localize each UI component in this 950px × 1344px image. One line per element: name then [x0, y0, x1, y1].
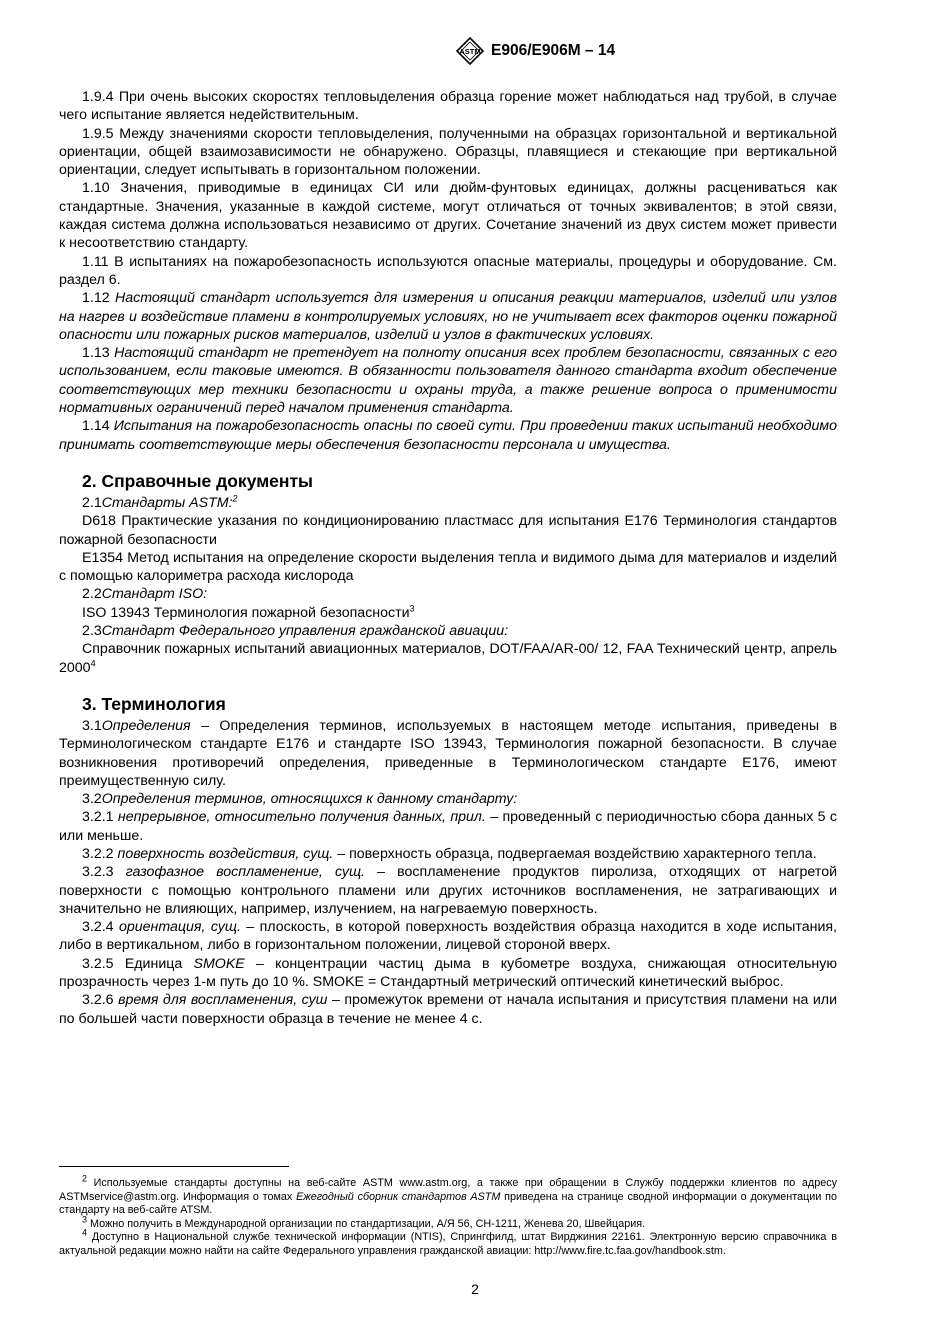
footnote-4: $^4$ Доступно в Национальной службе технической информации (NTIS), Спрингфилд, штат Вирджиния 22161. Электронную версию справочника в актуальной редакции можно найти на сайте Федерального управления гражданской авиации: http://www.fire.tc.faa.gov/handbook.stm. [59, 1227, 838, 1257]
clause-1-10: 1.10 Значения, приводимые в единицах СИ или дюйм-фунтовых единицах, должны расцениваться как стандартные. Значения, указанные в каждой системе, могут отличаться от точных эквивалентов; в этой связи, каждая система должна использоваться независимо от других. Сочетание значений из двух систем может привести к несоответствию стандарту. [59, 180, 837, 252]
document-body [59, 88, 837, 1028]
clause-3-2-6: 3.2.6 время для воспламенения, суш – промежуток времени от начала испытания и присутствия пламени на или по большей части поверхности образца в течение не менее 4 с. [59, 992, 838, 1027]
footnotes [59, 1173, 838, 1259]
document-id: E906/E906M – 14 [491, 42, 616, 59]
reference-faa-handbook: Справочник пожарных испытаний авиационных материалов, DOT/FAA/AR-00/ 12, FAA Технический центр, апрель 2000$^4$ [59, 641, 837, 676]
clause-1-12: 1.12 Настоящий стандарт используется для измерения и описания реакции материалов, изделий или узлов на нагрев и воздействие пламени в контролируемых условиях, но не учитывает всех факторов оценки пожарной опасности или пожарных рисков материалов, изделий и узлов в фактических условиях. [59, 290, 837, 343]
astm-logo-icon [455, 37, 485, 65]
clause-1-13: 1.13 Настоящий стандарт не претендует на полноту описания всех проблем безопасности, связанных с его использованием, если таковые имеются. В обязанности пользователя данного стандарта входит обеспечение соответствующих мер техники безопасности и охраны труда, а также решение вопроса о применимости нормативных ограничений перед началом применения стандарта. [59, 345, 837, 417]
clause-1-11: 1.11 В испытаниях на пожаробезопасность используются опасные материалы, процедуры и оборудование. См. раздел 6. [59, 253, 837, 288]
clause-3-2-3: 3.2.3 газофазное воспламенение, сущ. – воспламенение продуктов пиролиза, отходящих от нагретой поверхности с помощью контрольного пламени или других источников воспламенения, не затрагивающих и значительно не влияющих, например, излучением, на нагреваемую поверхность. [59, 864, 838, 917]
footnote-2: $^2$ Используемые стандарты доступны на веб-сайте ASTM www.astm.org, а также при обращении в Службу поддержки клиентов по адресу ASTMservice@astm.org. Информация о томах Ежегодный сборник стандартов ASTM приведена на странице сводной информации о документации по стандарту на веб-сайте ATSM. [59, 1173, 838, 1217]
reference-e1354: E1354 Метод испытания на определение скорости выделения тепла и видимого дыма для материалов и изделий с помощью калориметра расхода кислорода [59, 549, 837, 585]
page-number: 2 [471, 1281, 479, 1297]
footnote-separator [59, 1166, 289, 1167]
clause-3-2-4: 3.2.4 ориентация, сущ. – плоскость, в которой поверхность воздействия образца находится в ходе испытания, либо в вертикальном, либо в горизонтальном положении, лицевой стороной вверх. [59, 919, 837, 954]
clause-3-2: 3.2Определения терминов, относящихся к данному стандарту: [82, 791, 518, 808]
clause-1-9-4: 1.9.4 При очень высоких скоростях тепловыделения образца горение может наблюдаться над трубой, в случае чего испытание является недействительным. [59, 89, 837, 124]
page-header [455, 36, 615, 66]
clause-2-2: 2.2Стандарт ISO: [82, 586, 208, 603]
clause-3-2-1: 3.2.1 непрерывное, относительно получения данных, прил. – проведенный с периодичностью сбора данных 5 с или меньше. [59, 809, 837, 844]
logo-text: ASTM [459, 47, 481, 56]
clause-1-14: 1.14 Испытания на пожаробезопасность опасны по своей сути. При проведении таких испытаний необходимо принимать соответствующие меры обеспечения безопасности персонала и имущества. [59, 418, 837, 453]
section-2-heading: 2. Справочные документы [82, 470, 313, 491]
reference-iso-13943: ISO 13943 Терминология пожарной безопасности$^3$ [82, 602, 415, 621]
clause-2-1: 2.1Стандарты ASTM:$^2$ [82, 493, 238, 511]
clause-3-2-5: 3.2.5 Единица SMOKE – концентрации частиц дыма в кубометре воздуха, снижающая относительную прозрачность через 1-м путь до 10 %. SMOKE = Стандартный метрический оптический кинетический выброс. [59, 955, 837, 991]
clause-3-2-2: 3.2.2 поверхность воздействия, сущ. – поверхность образца, подвергаемая воздействию характерного тепла. [82, 845, 817, 862]
clause-2-3: 2.3Стандарт Федерального управления гражданской авиации: [82, 623, 509, 640]
section-3-heading: 3. Терминология [82, 693, 226, 714]
footnote-3: $^3$ Можно получить в Международной организации по стандартизации, А/Я 56, CH-1211, Женева 20, Швейцария. [82, 1214, 646, 1230]
clause-3-1: 3.1Определения – Определения терминов, используемых в настоящем методе испытания, приведены в Терминологическом стандарте E176 и стандарте ISO 13943, Терминология пожарной безопасности. В случае возникновения противоречий определения, приведенные в Терминологическом стандарте E176, имеют преимущественную силу. [59, 717, 837, 789]
clause-1-9-5: 1.9.5 Между значениями скорости тепловыделения, полученными на образцах горизонтальной и вертикальной ориентации, общей взаимозависимости не обнаружено. Образцы, плавящиеся и стекающие при вертикальной ориентации, следует испытывать в горизонтальном положении. [59, 125, 837, 179]
reference-d618: D618 Практические указания по кондиционированию пластмасс для испытания E176 Терминология стандартов пожарной безопасности [59, 513, 837, 548]
